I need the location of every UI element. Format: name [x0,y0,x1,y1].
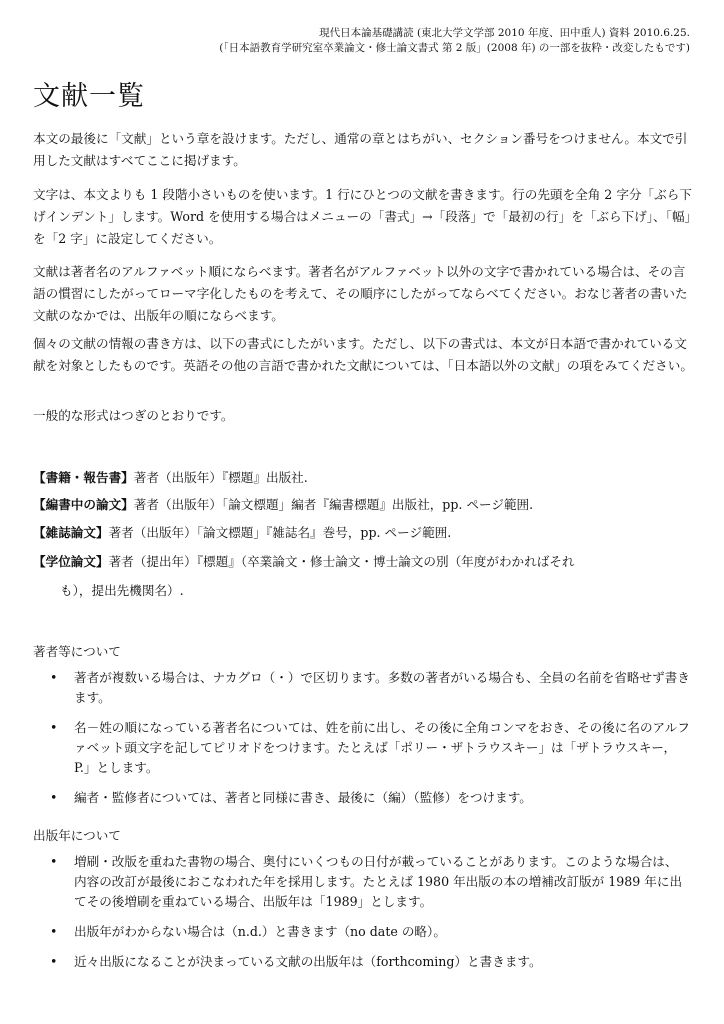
bullet-icon: • [50,854,58,869]
list-item-text: 編者・監修者については、著者と同様に書き、最後に（編）（監修）をつけます。 [74,790,532,805]
paragraph-intro: 本文の最後に「文献」という章を設けます。ただし、通常の章とはちがい、セクション番号をつけません。本文で引用した文献はすべてここに掲げます。 [33,131,688,168]
header-line-1: 現代日本論基礎講読 (東北大学文学部 2010 年度、田中重人) 資料 2010.6.25. [319,27,690,39]
bullet-icon: • [50,670,58,685]
header-line-2: (「日本語教育学研究室卒業論文・修士論文書式 第 2 版」(2008 年) の一部を抜粋・改変したもです) [219,42,690,54]
list-item [50,952,690,972]
list-item-text: 著者が複数いる場合は、ナカグロ（・）で区切ります。多数の著者がいる場合も、全員の名前を省略せず書きます。 [74,670,690,705]
list-item [50,852,690,912]
format-edited-volume [33,494,693,516]
paragraph-font-size: 文字は、本文よりも 1 段階小さいものを使います。1 行にひとつの文献を書きます。行の先頭を全角 2 字分「ぶら下げインデント」します。Word を使用する場合はメニューの「書式」→「段落」で「最初の行」を「ぶら下げ」、「幅」を「2 字」に設定してください。 [33,187,692,246]
bullet-icon: • [50,924,58,939]
publication-year-heading: 出版年について [33,828,121,843]
format-label: 【学位論文】 [33,554,109,569]
bullet-icon: • [50,954,58,969]
paragraph-ordering: 文献は著者名のアルファベット順にならべます。著者名がアルファベット以外の文字で書かれている場合は、その言語の慣習にしたがってローマ字化したものを考えて、その順序にしたがってならべてください。おなじ著者の書いた文献のなかでは、出版年の順にならべます。 [33,264,688,323]
publication-year-list [50,852,690,972]
format-text: 著者（出版年）「論文標題」『雑誌名』巻号，pp. ページ範囲. [108,525,452,540]
authors-heading: 著者等について [33,644,121,659]
format-text: 著者（出版年）「論文標題」編者『編書標題』出版社，pp. ページ範囲. [133,497,534,512]
format-text: 著者（出版年）『標題』出版社. [133,470,308,485]
list-item [50,718,690,778]
format-label: 【雑誌論文】 [33,525,109,540]
list-item [50,668,690,708]
bullet-icon: • [50,720,58,735]
format-label: 【編書中の論文】 [33,497,134,512]
format-journal [33,522,693,544]
list-item [50,788,690,808]
format-book [33,467,693,489]
format-thesis [33,551,693,573]
format-text: 著者（提出年）『標題』（卒業論文・修士論文・博士論文の別（年度がわかればそれ [108,554,575,569]
list-item-text: 増刷・改版を重ねた書物の場合、奥付にいくつもの日付が載っていることがあります。このような場合は、内容の改訂が最後におこなわれた年を採用します。たとえば 1980 年出版の本の増補改訂版が 1989 年に出てその後増刷を重ねている場合、出版年は「1989」とします。 [74,854,683,909]
page-title: 文献一覧 [33,81,145,112]
list-item-text: 名－姓の順になっている著者名については、姓を前に出し、その後に全角コンマをおき、その後に名のアルファベット頭文字を記してピリオドをつけます。たとえば「ポリー・ザトラウスキー」は「ザトラウスキー，P.」とします。 [74,720,690,775]
authors-list [50,668,690,808]
list-item-text: 出版年がわからない場合は（n.d.）と書きます（no date の略）。 [74,924,446,939]
list-item-text: 近々出版になることが決まっている文献の出版年は（forthcoming）と書きます。 [74,954,542,969]
bullet-icon: • [50,790,58,805]
paragraph-general-form: 一般的な形式はつぎのとおりです。 [33,408,234,423]
list-item [50,922,690,942]
format-thesis-continuation: も），提出先機関名）. [60,583,184,598]
format-label: 【書籍・報告書】 [33,470,134,485]
page-header [219,26,690,56]
paragraph-format-rules: 個々の文献の情報の書き方は、以下の書式にしたがいます。ただし、以下の書式は、本文が日本語で書かれている文献を対象としたものです。英語その他の言語で書かれた文献については、「日本語以外の文献」の項をみてください。 [33,336,693,373]
